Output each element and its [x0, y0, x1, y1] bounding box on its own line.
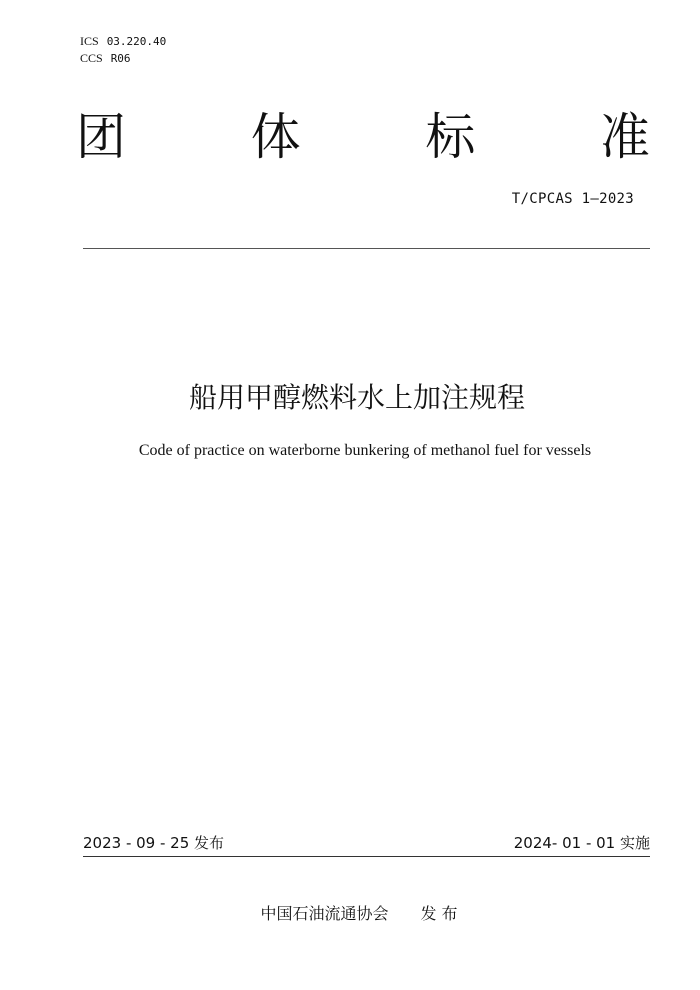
title-english: Code of practice on waterborne bunkering of methanol fuel for vessels — [138, 442, 592, 459]
publisher-action: 发 布 — [420, 904, 458, 923]
classification-codes — [80, 33, 166, 67]
publisher-line — [0, 902, 700, 926]
title-chinese: 船用甲醇燃料水上加注规程 — [188, 381, 525, 414]
ccs-label: CCS — [80, 51, 103, 65]
effective-date: 2024- 01 - 01 实施 — [513, 834, 650, 852]
ics-code: 03.220.40 — [106, 35, 167, 48]
ics-line — [80, 33, 166, 50]
ccs-code: R06 — [110, 52, 131, 65]
standard-type-char: 体 — [250, 108, 301, 166]
standard-type-heading — [76, 104, 650, 170]
standard-number: T/CPCAS 1—2023 — [511, 191, 634, 207]
top-divider — [83, 248, 650, 249]
bottom-divider — [83, 856, 650, 857]
standard-type-char: 团 — [76, 108, 126, 166]
standard-type-char: 准 — [599, 108, 650, 166]
issue-date: 2023 - 09 - 25 发布 — [83, 834, 225, 852]
ics-label: ICS — [80, 34, 99, 48]
standard-type-char: 标 — [425, 108, 476, 166]
publisher-name: 中国石油流通协会 — [260, 904, 389, 923]
date-row — [83, 832, 650, 854]
ccs-line — [80, 50, 166, 67]
